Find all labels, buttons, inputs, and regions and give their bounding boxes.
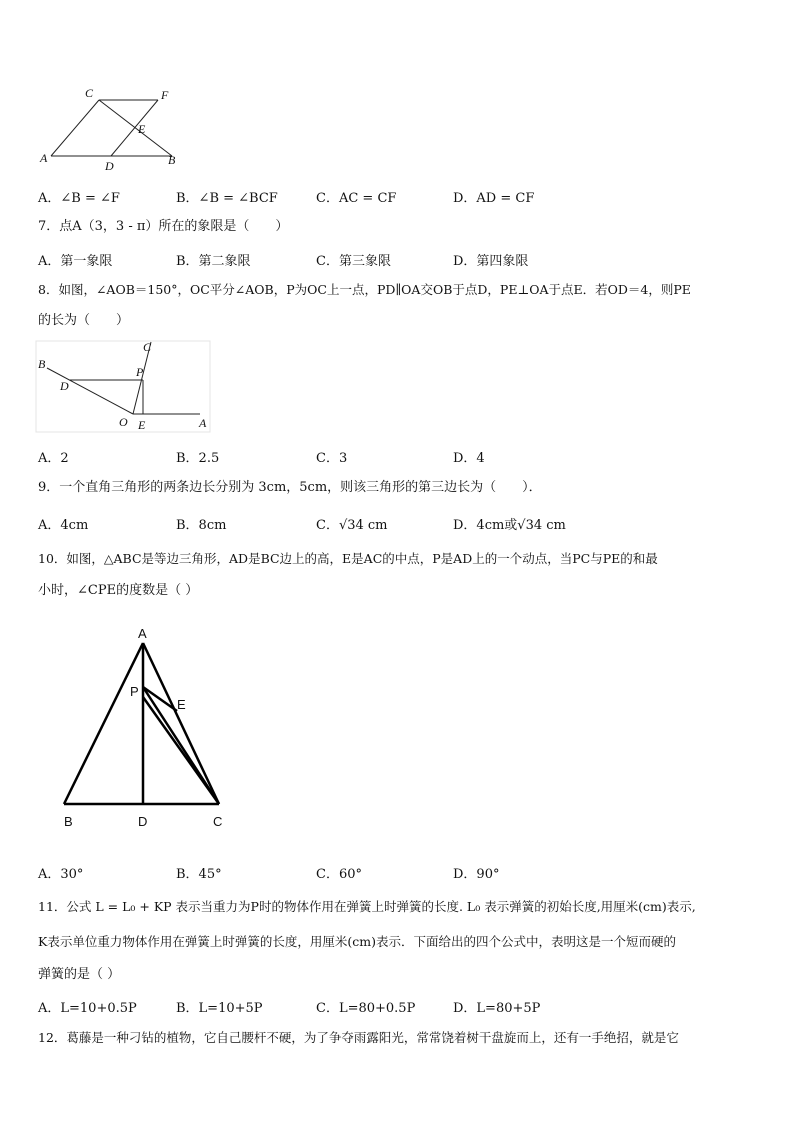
q10-stem-line1: 10．如图，△ABC是等边三角形，AD是BC边上的高，E是AC的中点，P是AD上的一个动点，当PC与PE的和最 bbox=[38, 551, 658, 566]
label-A: A bbox=[138, 626, 147, 641]
label-C: C bbox=[85, 86, 94, 100]
option-b[interactable]: B．8cm bbox=[176, 518, 227, 533]
option-a[interactable]: A．∠B = ∠F bbox=[38, 191, 120, 206]
option-c[interactable]: C．3 bbox=[316, 451, 348, 466]
option-a[interactable]: A．4cm bbox=[38, 518, 89, 533]
q11-stem-line1: 11．公式 L = L₀ + KP 表示当重力为P时的物体作用在弹簧上时弹簧的长度. L₀ 表示弹簧的初始长度,用厘米(cm)表示, bbox=[38, 899, 696, 914]
option-c[interactable]: C．L=80+0.5P bbox=[316, 1001, 416, 1016]
label-C: C bbox=[143, 340, 152, 354]
label-B: B bbox=[168, 153, 176, 167]
option-a[interactable]: A．L=10+0.5P bbox=[38, 1001, 137, 1016]
label-E: E bbox=[138, 418, 146, 432]
label-D: D bbox=[105, 159, 114, 173]
option-d[interactable]: D．4cm或√34 cm bbox=[453, 518, 566, 533]
q7-stem: 7．点A（3，3 - π）所在的象限是（ ） bbox=[38, 219, 289, 234]
segment-PE bbox=[143, 687, 177, 711]
label-C: C bbox=[213, 814, 223, 829]
label-F: F bbox=[161, 88, 169, 102]
option-b[interactable]: B．L=10+5P bbox=[176, 1001, 263, 1016]
option-a[interactable]: A．2 bbox=[38, 451, 69, 466]
label-D: D bbox=[60, 379, 69, 393]
label-B: B bbox=[38, 357, 46, 371]
option-c[interactable]: C．AC = CF bbox=[316, 191, 397, 206]
option-d[interactable]: D．4 bbox=[453, 451, 485, 466]
q11-stem-line2: K表示单位重力物体作用在弹簧上时弹簧的长度，用厘米(cm)表示．下面给出的四个公式中，表明这是一个短而硬的 bbox=[38, 934, 676, 949]
label-P: P bbox=[130, 684, 139, 699]
q12-stem-line1: 12．葛藤是一种刁钻的植物，它自己腰杆不硬，为了争夺雨露阳光，常常饶着树干盘旋而上，还有一手绝招，就是它 bbox=[38, 1030, 679, 1045]
segment-PC-inner bbox=[143, 697, 219, 804]
option-d[interactable]: D．L=80+5P bbox=[453, 1001, 541, 1016]
label-O: O bbox=[119, 415, 128, 429]
option-c[interactable]: C．60° bbox=[316, 867, 362, 882]
option-b[interactable]: B．2.5 bbox=[176, 451, 220, 466]
q8-stem-line2: 的长为（ ） bbox=[38, 313, 130, 328]
q9-stem: 9．一个直角三角形的两条边长分别为 3cm，5cm，则该三角形的第三边长为（ ）． bbox=[38, 480, 542, 495]
label-D: D bbox=[138, 814, 148, 829]
option-a[interactable]: A．第一象限 bbox=[38, 254, 113, 269]
option-d[interactable]: D．90° bbox=[453, 867, 500, 882]
q8-stem-line1: 8．如图，∠AOB＝150°，OC平分∠AOB，P为OC上一点，PD∥OA交OB于点D，PE⊥OA于点E．若OD＝4，则PE bbox=[38, 282, 691, 297]
option-c[interactable]: C．第三象限 bbox=[316, 254, 391, 269]
option-b[interactable]: B．∠B = ∠BCF bbox=[176, 191, 278, 206]
label-A: A bbox=[199, 416, 207, 430]
q10-stem-line2: 小时，∠CPE的度数是（ ） bbox=[38, 583, 199, 598]
option-d[interactable]: D．第四象限 bbox=[453, 254, 529, 269]
side-AC bbox=[143, 643, 219, 804]
option-b[interactable]: B．第二象限 bbox=[176, 254, 251, 269]
option-a[interactable]: A．30° bbox=[38, 867, 84, 882]
label-E: E bbox=[177, 697, 186, 712]
option-c[interactable]: C．√34 cm bbox=[316, 518, 388, 533]
side-AB bbox=[64, 643, 143, 804]
label-A: A bbox=[40, 151, 48, 165]
label-E: E bbox=[138, 122, 146, 136]
label-P: P bbox=[136, 365, 144, 379]
option-b[interactable]: B．45° bbox=[176, 867, 222, 882]
q11-stem-line3: 弹簧的是（ ） bbox=[38, 967, 121, 982]
option-d[interactable]: D．AD = CF bbox=[453, 191, 535, 206]
label-B: B bbox=[64, 814, 73, 829]
